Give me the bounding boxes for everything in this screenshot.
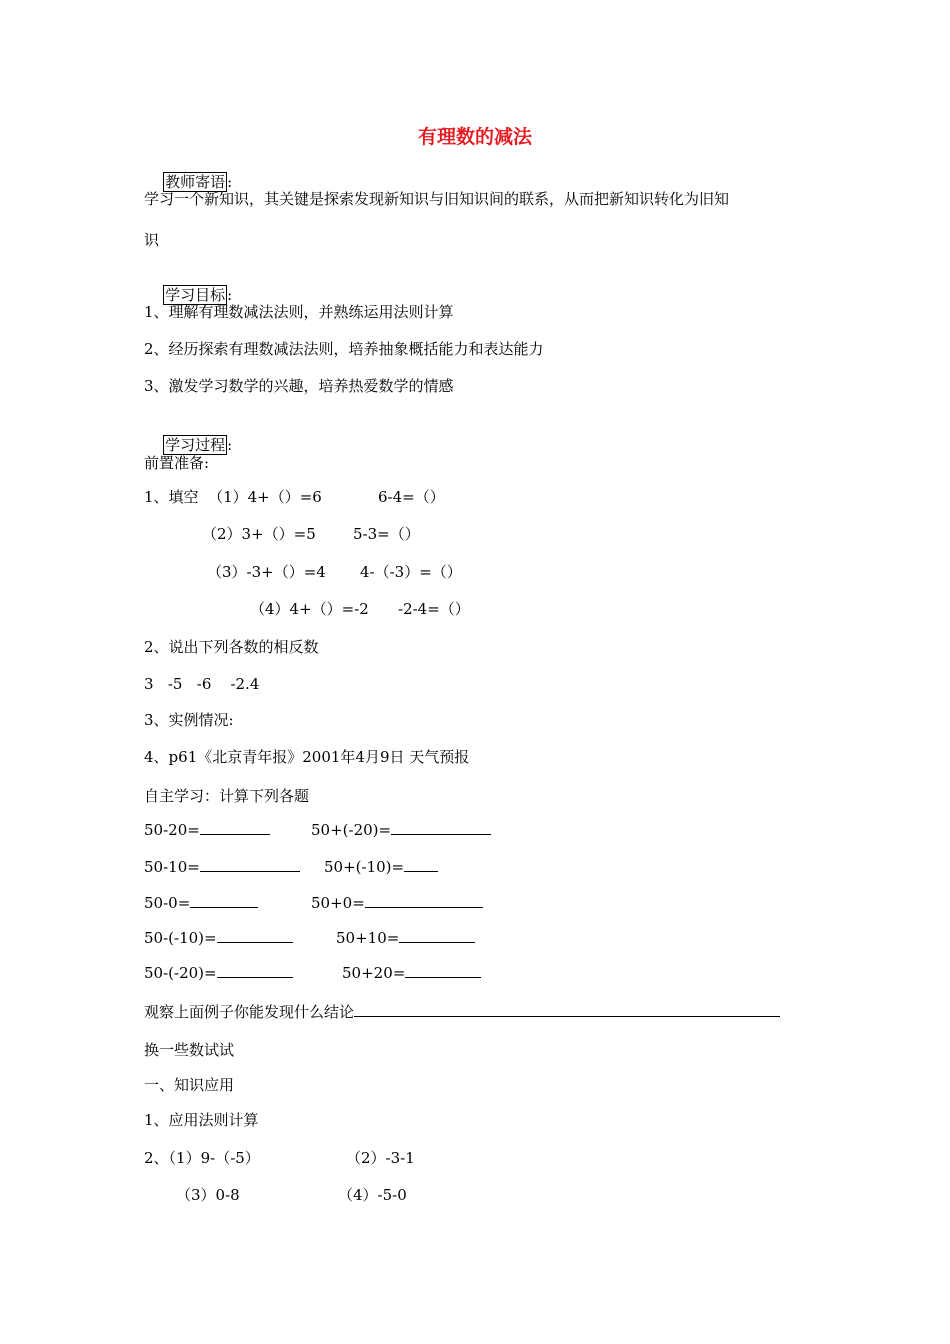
- process-label: 学习过程: [165, 436, 226, 454]
- problem-2b: （4）-5-0: [338, 1186, 407, 1204]
- goals-colon: :: [227, 286, 233, 304]
- weather-reference: 4、p61《北京青年报》2001年4月9日 天气预报: [144, 748, 470, 766]
- answer-blank[interactable]: [399, 928, 475, 943]
- goal-item: 3、激发学习数学的兴趣，培养热爱数学的情感: [144, 377, 454, 395]
- teacher-note-colon: :: [227, 173, 233, 191]
- rule-calc-prompt: 1、应用法则计算: [144, 1111, 259, 1129]
- answer-blank[interactable]: [391, 820, 491, 835]
- goals-label: 学习目标: [165, 286, 226, 304]
- calc-expression: 50+(-10)=: [324, 858, 405, 876]
- observe-line: [144, 1002, 780, 1022]
- answer-blank[interactable]: [365, 893, 483, 908]
- fill-row-3a: （3）-3+（）=4: [207, 563, 326, 581]
- application-heading: 一、知识应用: [144, 1076, 235, 1094]
- calc-row-1a: [144, 820, 270, 840]
- calc-row-5a: [144, 963, 293, 983]
- calc-row-3b: [311, 893, 483, 913]
- calc-expression: 50-(-20)=: [144, 964, 217, 982]
- goal-item: 2、经历探索有理数减法法则，培养抽象概括能力和表达能力: [144, 340, 544, 358]
- fill-row-4b: -2-4=（）: [398, 600, 470, 618]
- example-heading: 3、实例情况:: [144, 711, 234, 729]
- try-more: 换一些数试试: [144, 1041, 235, 1059]
- calc-expression: 50-(-10)=: [144, 929, 217, 947]
- answer-blank[interactable]: [200, 857, 300, 872]
- calc-row-4a: [144, 928, 293, 948]
- answer-blank[interactable]: [217, 963, 293, 978]
- fill-row-4a: （4）4+（）=-2: [250, 600, 369, 618]
- calc-expression: 50-0=: [144, 894, 191, 912]
- opposites-prompt: 2、说出下列各数的相反数: [144, 638, 319, 656]
- teacher-note-label: 教师寄语: [165, 173, 226, 191]
- observe-prompt: 观察上面例子你能发现什么结论: [144, 1003, 355, 1021]
- fill-row-1a: 1、填空 （1）4+（）=6: [144, 488, 322, 506]
- goal-item: 1、理解有理数减法法则，并熟练运用法则计算: [144, 303, 454, 321]
- calc-row-2b: [324, 857, 438, 877]
- answer-blank[interactable]: [405, 963, 481, 978]
- fill-row-3b: 4-（-3）=（）: [360, 563, 462, 581]
- answer-blank[interactable]: [404, 857, 438, 872]
- process-colon: :: [227, 436, 233, 454]
- calc-expression: 50-20=: [144, 821, 200, 839]
- problem-1a: 2、（1）9-（-5）: [144, 1149, 260, 1167]
- conclusion-blank[interactable]: [354, 1002, 780, 1017]
- answer-blank[interactable]: [190, 893, 258, 908]
- calc-row-1b: [311, 820, 491, 840]
- teacher-note-text-2: 识: [144, 231, 160, 249]
- fill-row-2b: 5-3=（）: [353, 525, 420, 543]
- opposites-values: 3 -5 -6 -2.4: [144, 675, 260, 693]
- problem-1b: （2）-3-1: [346, 1149, 415, 1167]
- calc-row-3a: [144, 893, 258, 913]
- problem-2a: （3）0-8: [176, 1186, 240, 1204]
- teacher-note-text-1: 学习一个新知识，其关键是探索发现新知识与旧知识间的联系，从而把新知识转化为旧知: [144, 190, 730, 208]
- calc-row-2a: [144, 857, 300, 877]
- calc-expression: 50+20=: [342, 964, 406, 982]
- self-study-heading: 自主学习：计算下列各题: [144, 787, 310, 805]
- fill-row-1b: 6-4=（）: [378, 488, 445, 506]
- calc-expression: 50+(-20)=: [311, 821, 392, 839]
- calc-expression: 50-10=: [144, 858, 200, 876]
- calc-row-4b: [336, 928, 475, 948]
- page-title: 有理数的减法: [417, 126, 532, 148]
- answer-blank[interactable]: [217, 928, 293, 943]
- fill-row-2a: （2）3+（）=5: [202, 525, 316, 543]
- prep-heading: 前置准备:: [144, 454, 210, 472]
- calc-expression: 50+0=: [311, 894, 365, 912]
- calc-row-5b: [342, 963, 481, 983]
- answer-blank[interactable]: [200, 820, 270, 835]
- calc-expression: 50+10=: [336, 929, 400, 947]
